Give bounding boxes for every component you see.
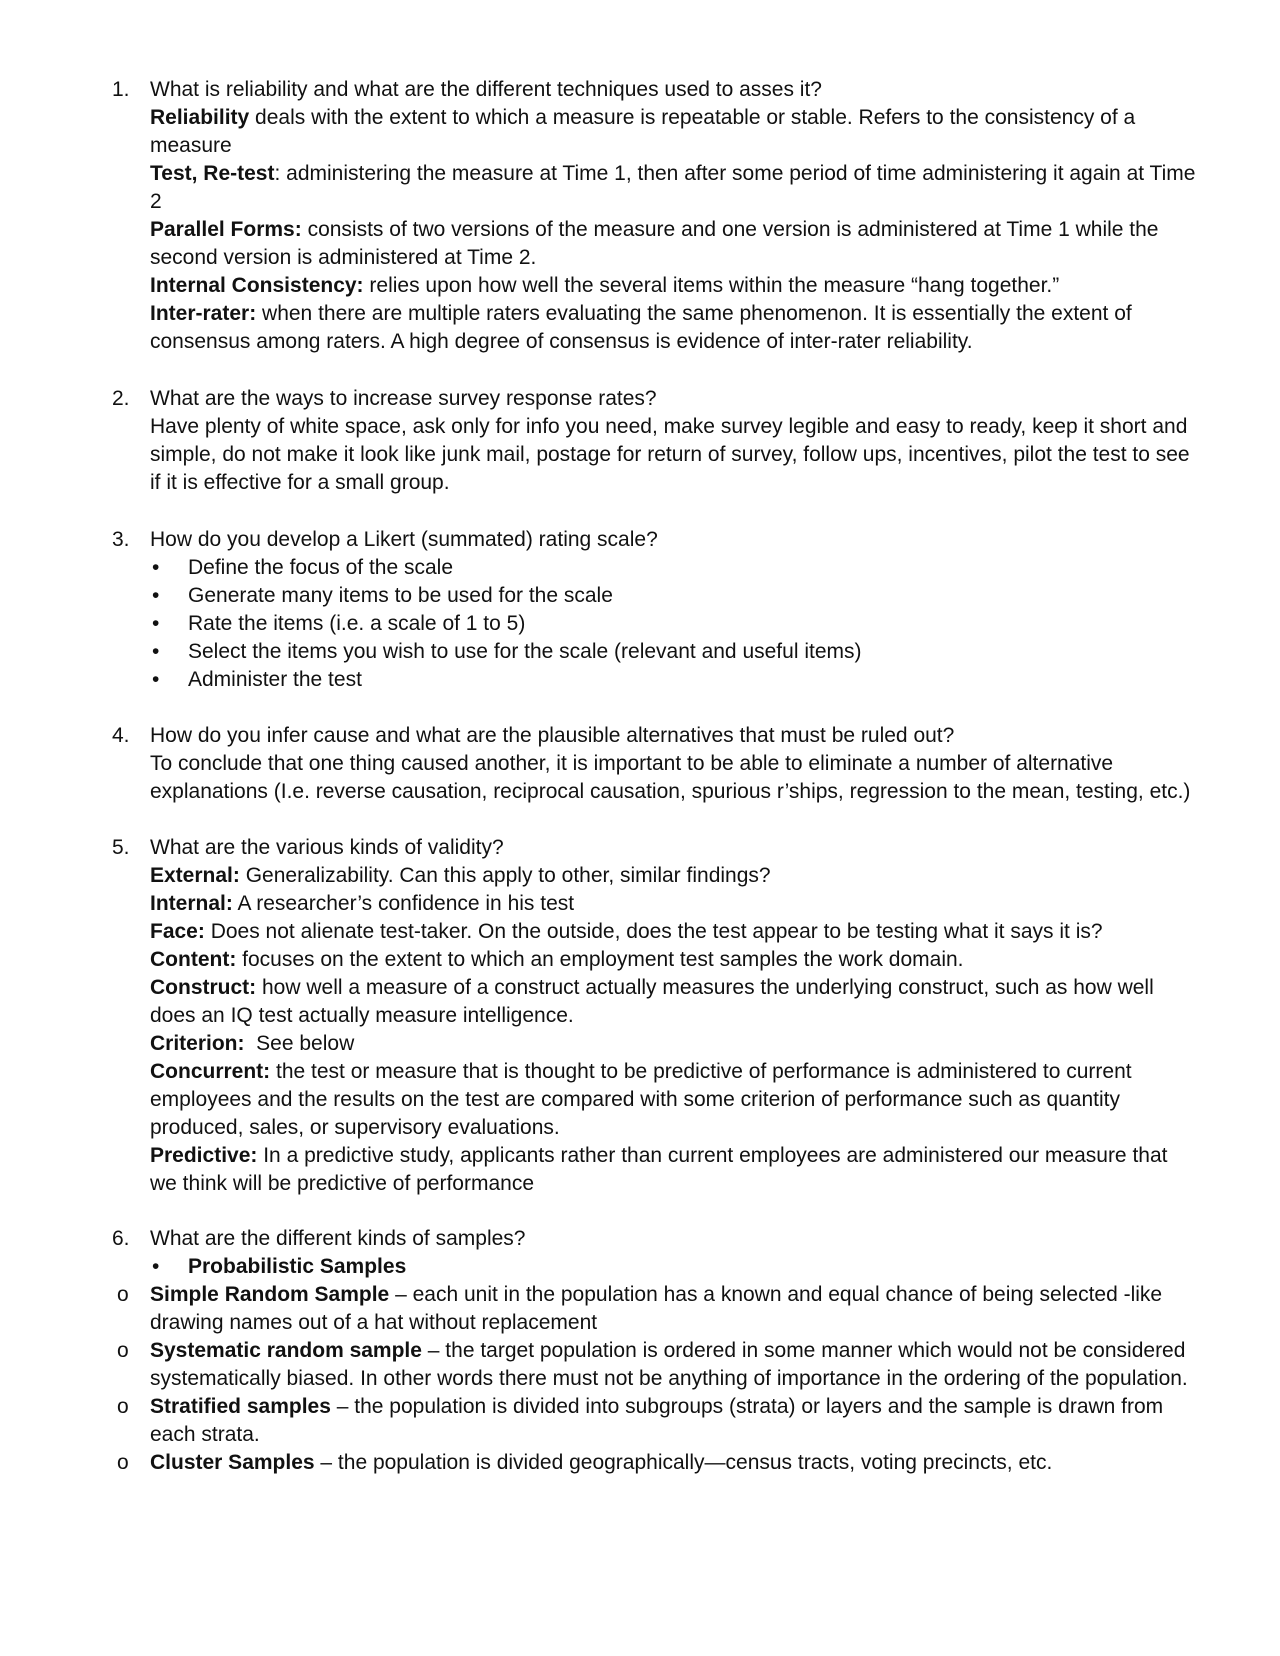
definition: focuses on the extent to which an employment test samples the work domain. [236,948,964,971]
definition: – the target population is ordered in some manner which would not be considered systematically biased. In other words there must not be anything of importance in the ordering of the population. [150,1339,1188,1390]
question-number: 4. [112,724,130,747]
term: Construct: [150,976,257,999]
question-text: How do you infer cause and what are the plausible alternatives that must be ruled out? [150,724,955,747]
definition: deals with the extent to which a measure is repeatable or stable. Refers to the consistency of a measure [150,106,1136,157]
list-item: • Administer the test [150,666,1200,694]
question-2 [0,385,1280,497]
list-item: • Generate many items to be used for the scale [150,582,1200,610]
definition: when there are multiple raters evaluating the same phenomenon. It is essentially the extent of consensus among raters. A high degree of consensus is evidence of inter-rater reliability. [150,302,1132,353]
definition: A researcher’s confidence in his test [232,892,575,915]
sub-list-item [117,1337,1200,1393]
term: Criterion: [150,1032,245,1055]
question-1 [0,76,1280,356]
question-6 [0,1225,1280,1477]
question-number: 2. [112,387,130,410]
term: Systematic random sample [150,1339,422,1362]
answer-line-parallel-forms [150,216,1200,272]
term: Reliability [150,106,250,129]
definition: – the population is divided geographically—census tracts, voting precincts, etc. [314,1451,1053,1474]
question-3 [0,526,1280,694]
definition: Does not alienate test-taker. On the outside, does the test appear to be testing what it says it is? [204,920,1103,943]
term: External: [150,864,240,887]
answer-line-predictive [150,1142,1200,1198]
list-item: • Rate the items (i.e. a scale of 1 to 5) [150,610,1200,638]
term: Stratified samples [150,1395,331,1418]
bullet-icon: • [152,640,160,663]
bullet-icon: • [152,584,160,607]
definition: the test or measure that is thought to be predictive of performance is administered to current employees and the results on the test are compared with some criterion of performance such as quantity produced, sales, or supervisory evaluations. [150,1060,1132,1139]
question-text: What are the various kinds of validity? [150,836,504,859]
answer-line-criterion [150,1030,1200,1058]
answer-line-internal-consistency [150,272,1200,300]
answer-line-external [150,862,1200,890]
circle-bullet-icon: o [117,1395,129,1418]
answer-line-concurrent [150,1058,1200,1142]
sub-list-item [117,1393,1200,1449]
term: Cluster Samples [150,1451,315,1474]
term: Inter-rater: [150,302,257,325]
question-5 [0,834,1280,1198]
circle-bullet-icon: o [117,1339,129,1362]
definition: In a predictive study, applicants rather than current employees are administered our measure that we think will be predictive of performance [150,1144,1168,1195]
definition: consists of two versions of the measure and one version is administered at Time 1 while the second version is administered at Time 2. [150,218,1159,269]
term: Internal: [150,892,233,915]
definition: Generalizability. Can this apply to other, similar findings? [239,864,771,887]
answer-text: To conclude that one thing caused another, it is important to be able to eliminate a number of alternative explanations (I.e. reverse causation, reciprocal causation, spurious r’ships, regression to the mean, testing, etc.) [150,752,1191,803]
term: Predictive: [150,1144,258,1167]
question-text: How do you develop a Likert (summated) rating scale? [150,528,658,551]
bullet-icon: • [152,668,160,691]
question-text: What are the different kinds of samples? [150,1227,526,1250]
answer-line-reliability [150,104,1200,160]
group-heading: Probabilistic Samples [188,1255,407,1278]
definition: how well a measure of a construct actually measures the underlying construct, such as how well does an IQ test actually measure intelligence. [150,976,1154,1027]
bullet-icon: • [152,1255,160,1278]
question-4 [0,722,1280,806]
term: Face: [150,920,205,943]
term: Parallel Forms: [150,218,302,241]
sub-list-item [117,1449,1200,1477]
definition: : administering the measure at Time 1, then after some period of time administering it again at Time 2 [150,162,1196,213]
question-number: 1. [112,78,130,101]
circle-bullet-icon: o [117,1283,129,1306]
term: Concurrent: [150,1060,271,1083]
definition: – the population is divided into subgroups (strata) or layers and the sample is drawn from each strata. [150,1395,1164,1446]
bullet-icon: • [152,612,160,635]
sub-list-item [117,1281,1200,1337]
answer-line-test-retest [150,160,1200,216]
list-item: • Select the items you wish to use for the scale (relevant and useful items) [150,638,1200,666]
bullet-icon: • [152,556,160,579]
question-number: 6. [112,1227,130,1250]
term: Content: [150,948,237,971]
definition: See below [244,1032,355,1055]
definition: – each unit in the population has a known and equal chance of being selected -like drawing names out of a hat without replacement [150,1283,1163,1334]
answer-text: Have plenty of white space, ask only for info you need, make survey legible and easy to ready, keep it short and simple, do not make it look like junk mail, postage for return of survey, follow ups, incentives, pilot the test to see if it is effective for a small group. [150,415,1190,494]
term: Test, Re-test [150,162,275,185]
answer-line-inter-rater [150,300,1200,356]
definition: relies upon how well the several items within the measure “hang together.” [363,274,1060,297]
answer-line-content [150,946,1200,974]
question-number: 5. [112,836,130,859]
answer-line-internal [150,890,1200,918]
list-item [150,1253,1200,1281]
question-text: What are the ways to increase survey response rates? [150,387,657,410]
answer-line-face [150,918,1200,946]
circle-bullet-icon: o [117,1451,129,1474]
term: Internal Consistency: [150,274,364,297]
question-number: 3. [112,528,130,551]
list-item: • Define the focus of the scale [150,554,1200,582]
term: Simple Random Sample [150,1283,390,1306]
question-text: What is reliability and what are the different techniques used to asses it? [150,78,822,101]
answer-line-construct [150,974,1200,1030]
